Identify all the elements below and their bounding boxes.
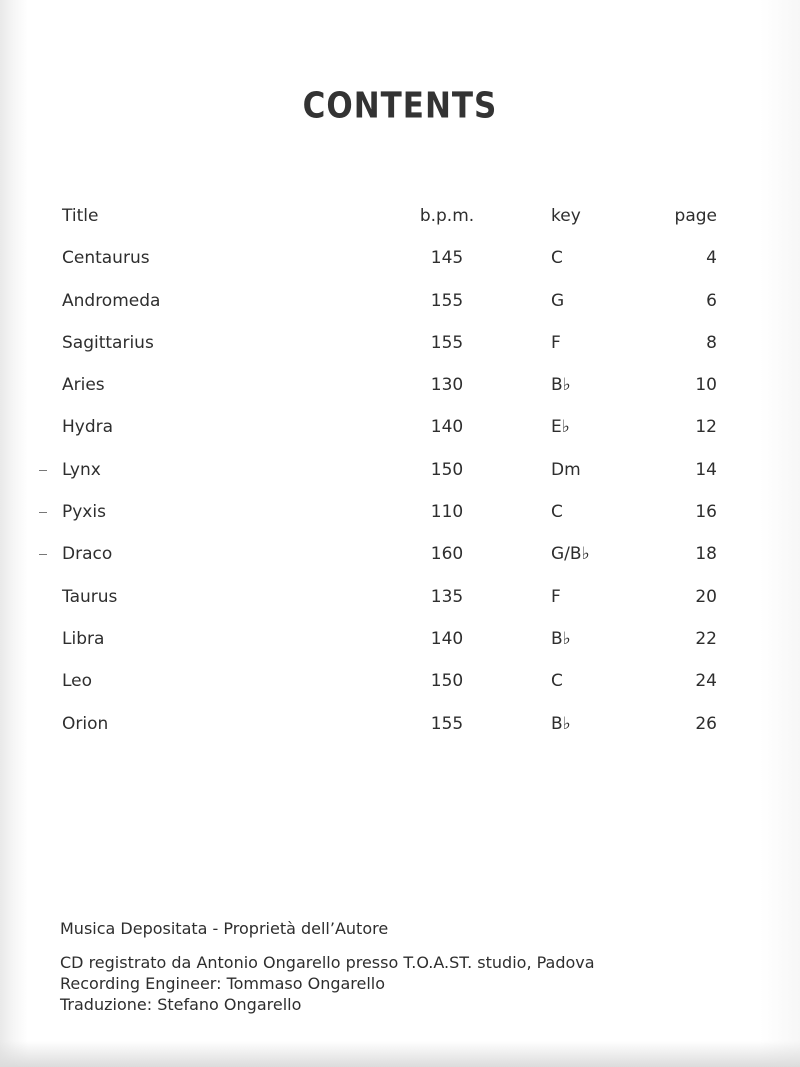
- track-bpm: 160: [430, 544, 464, 565]
- track-title: Sagittarius: [62, 332, 154, 353]
- table-row: [0, 248, 800, 290]
- page-edge-shadow: [0, 1041, 800, 1067]
- track-key: E♭: [551, 417, 570, 438]
- track-title: Pyxis: [62, 502, 106, 523]
- header-title: Title: [62, 206, 99, 226]
- track-key: B♭: [551, 713, 571, 734]
- track-page: 10: [695, 375, 717, 396]
- table-row: [0, 671, 800, 713]
- engineer-credit: Recording Engineer: Tommaso Ongarello: [60, 974, 386, 993]
- margin-tick-mark: [39, 554, 47, 555]
- track-key: F: [551, 586, 561, 607]
- header-bpm: b.p.m.: [419, 206, 475, 226]
- track-bpm: 145: [430, 248, 464, 269]
- track-bpm: 150: [430, 671, 464, 692]
- header-key: key: [551, 206, 581, 226]
- track-key: C: [551, 502, 563, 523]
- track-bpm: 155: [430, 713, 464, 734]
- track-page: 16: [695, 502, 717, 523]
- recording-credit: CD registrato da Antonio Ongarello presso T.O.A.ST. studio, Padova: [60, 953, 595, 972]
- track-page: 14: [695, 459, 717, 480]
- track-title: Andromeda: [62, 290, 161, 311]
- track-title: Orion: [62, 713, 109, 734]
- margin-tick-mark: [39, 512, 47, 513]
- table-row: [0, 333, 800, 375]
- translation-credit: Traduzione: Stefano Ongarello: [60, 995, 302, 1014]
- track-title: Draco: [62, 544, 113, 565]
- page-title: CONTENTS: [302, 85, 498, 127]
- track-bpm: 135: [430, 586, 464, 607]
- track-key: Dm: [551, 459, 581, 480]
- track-key: C: [551, 671, 563, 692]
- track-bpm: 140: [430, 628, 464, 649]
- track-bpm: 130: [430, 375, 464, 396]
- table-row: [0, 714, 800, 756]
- header-page: page: [674, 206, 717, 226]
- table-row: [0, 544, 800, 586]
- track-key: B♭: [551, 375, 571, 396]
- table-row: [0, 587, 800, 629]
- track-key: F: [551, 332, 561, 353]
- track-title: Centaurus: [62, 248, 150, 269]
- track-bpm: 110: [430, 502, 464, 523]
- margin-tick-mark: [39, 470, 47, 471]
- track-title: Libra: [62, 628, 105, 649]
- track-page: 26: [695, 713, 717, 734]
- track-key: C: [551, 248, 563, 269]
- track-key: G/B♭: [551, 544, 590, 565]
- track-page: 4: [706, 248, 717, 269]
- track-bpm: 155: [430, 290, 464, 311]
- table-row: [0, 629, 800, 671]
- track-page: 20: [695, 586, 717, 607]
- track-bpm: 150: [430, 459, 464, 480]
- track-page: 6: [706, 290, 717, 311]
- track-bpm: 155: [430, 332, 464, 353]
- table-row: [0, 375, 800, 417]
- table-row: [0, 502, 800, 544]
- track-bpm: 140: [430, 417, 464, 438]
- track-title: Hydra: [62, 417, 114, 438]
- track-page: 12: [695, 417, 717, 438]
- copyright-notice: Musica Depositata - Proprietà dell’Autore: [60, 919, 389, 938]
- credits-footer: [60, 918, 595, 1015]
- track-title: Leo: [62, 671, 93, 692]
- track-title: Lynx: [62, 459, 101, 480]
- table-row: [0, 417, 800, 459]
- track-page: 18: [695, 544, 717, 565]
- track-page: 24: [695, 671, 717, 692]
- track-title: Taurus: [62, 586, 118, 607]
- track-title: Aries: [62, 375, 105, 396]
- table-header-row: [0, 206, 800, 248]
- track-page: 8: [706, 332, 717, 353]
- track-page: 22: [695, 628, 717, 649]
- contents-table: [0, 206, 800, 756]
- table-row: [0, 460, 800, 502]
- track-key: G: [551, 290, 565, 311]
- table-row: [0, 291, 800, 333]
- track-key: B♭: [551, 628, 571, 649]
